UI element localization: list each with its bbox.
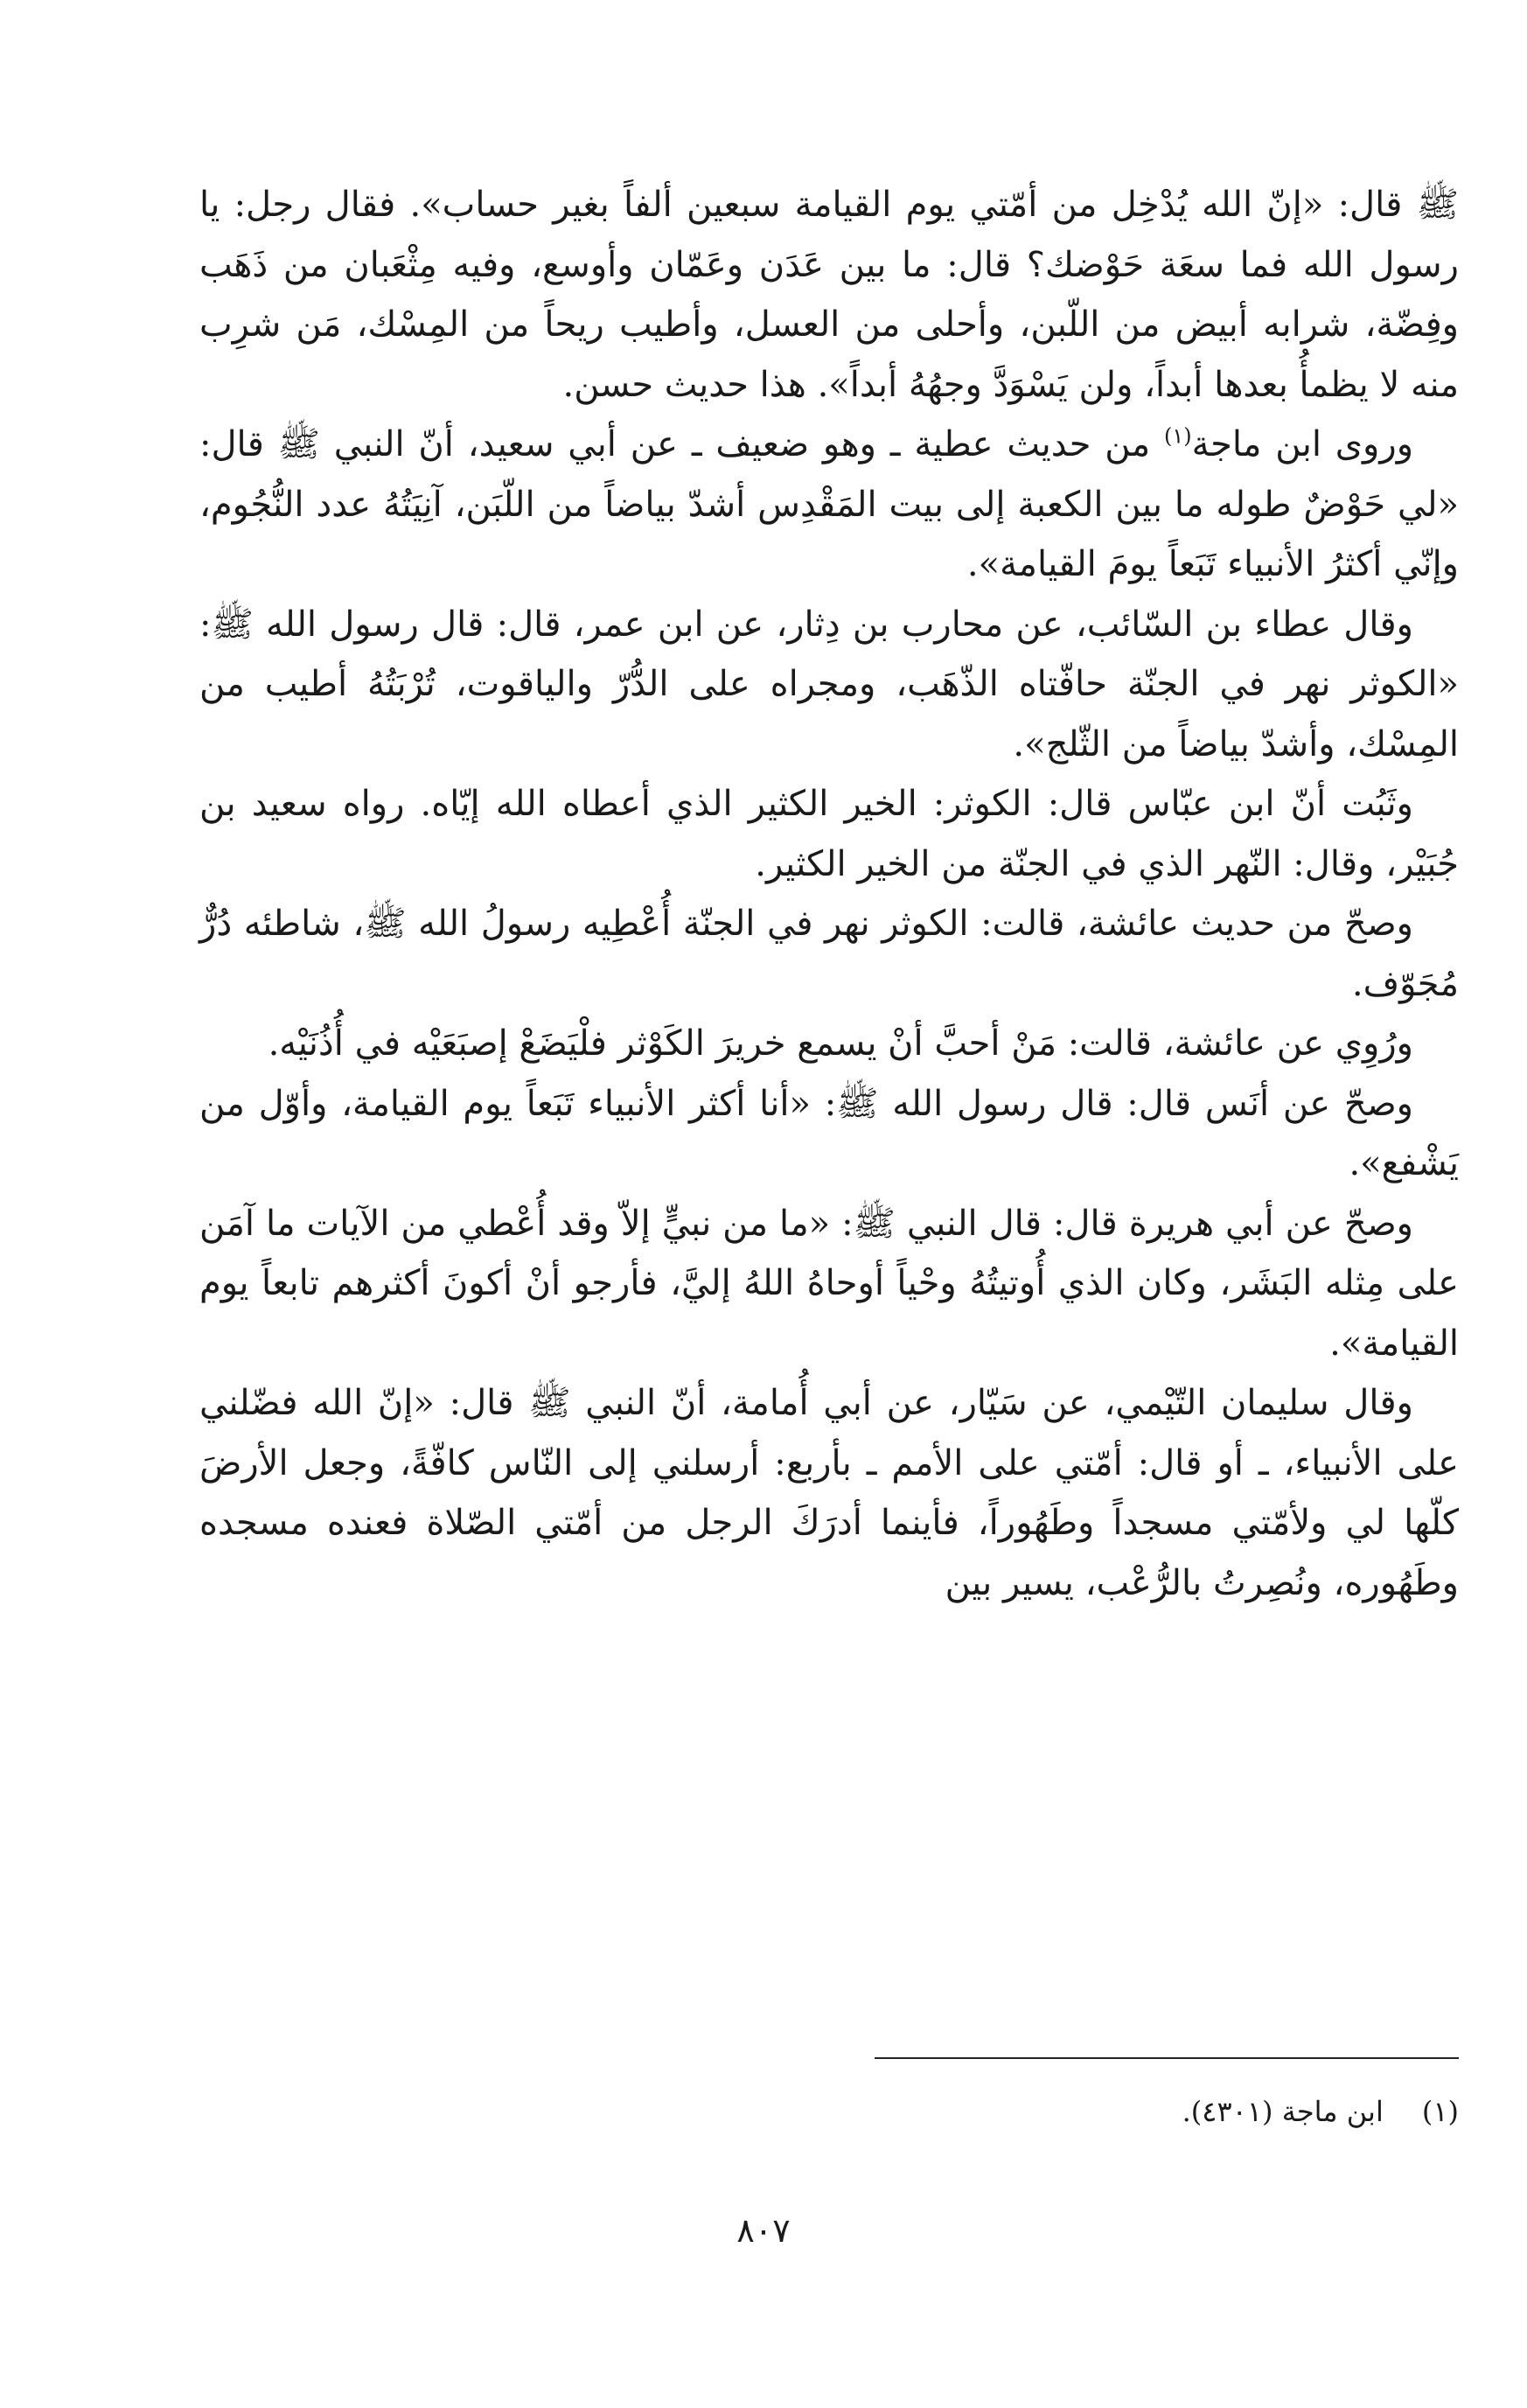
main-text <box>199 175 1459 1613</box>
paragraph: وصحّ عن أبي هريرة قال: قال النبي ﷺ: «ما من نبيٍّ إلاّ وقد أُعْطي من الآيات ما آمَن على مِثله البَشَر، وكان الذي أُوتيتُهُ وحْياً أوحاهُ اللهُ إليَّ، فأرجو أنْ أكونَ أكثرهم تابعاً يوم القيامة». <box>199 1203 1459 1364</box>
footnote <box>199 2092 1459 2131</box>
footnote-marker: (١) <box>1164 423 1192 449</box>
footnote-number: (١) <box>1421 2095 1459 2128</box>
footnote-text: ابن ماجة (٤٣٠١). <box>1182 2095 1384 2128</box>
paragraph: وقال عطاء بن السّائب، عن محارب بن دِثار، عن ابن عمر، قال: قال رسول الله ﷺ: «الكوثر نهر في الجنّة حافّتاه الذّهَب، ومجراه على الدُّرّ والياقوت، تُرْبَتُهُ أطيب من المِسْك، وأشدّ بياضاً من الثّلج». <box>199 604 1459 764</box>
footnote-divider <box>875 2057 1459 2059</box>
paragraph: ﷺ قال: «إنّ الله يُدْخِل من أمّتي يوم القيامة سبعين ألفاً بغير حساب». فقال رجل: يا رسول الله فما سعَة حَوْضك؟ قال: ما بين عَدَن وعَمّان وأوسع، وفيه مِثْعَبان من ذَهَب وفِضّة، شرابه أبيض من اللّبن، وأحلى من العسل، وأطيب ريحاً من المِسْك، مَن شرِب منه لا يظمأُ بعدها أبداً، ولن يَسْوَدَّ وجهُهُ أبداً». هذا حديث حسن. <box>199 185 1459 405</box>
paragraph-lead: وروى ابن ماجة <box>1191 424 1414 464</box>
paragraph-rest: من حديث عطية ـ وهو ضعيف ـ عن أبي سعيد، أنّ النبي ﷺ قال: «لي حَوْضٌ طوله ما بين الكعبة إلى بيت المَقْدِس أشدّ بياضاً من اللّبَن، آنِيَتُهُ عدد النُّجُوم، وإنّي أكثرُ الأنبياء تَبَعاً يومَ القيامة». <box>199 424 1459 584</box>
page-number: ٨٠٧ <box>736 2211 791 2250</box>
paragraph: ورُوِي عن عائشة، قالت: مَنْ أحبَّ أنْ يسمع خريرَ الكَوْثر فلْيَضَعْ إصبَعَيْه في أُذُنَيْه. <box>268 1023 1413 1064</box>
paragraph: وصحّ عن أنَس قال: قال رسول الله ﷺ: «أنا أكثر الأنبياء تَبَعاً يوم القيامة، وأوّل من يَشْفع». <box>199 1083 1459 1183</box>
paragraph: وصحّ من حديث عائشة، قالت: الكوثر نهر في الجنّة أُعْطِيه رسولُ الله ﷺ، شاطئه دُرٌّ مُجَوّف. <box>199 904 1459 1004</box>
paragraph <box>199 415 1459 595</box>
paragraph: وقال سليمان التّيْمي، عن سَيّار، عن أبي أُمامة، أنّ النبي ﷺ قال: «إنّ الله فضّلني على الأنبياء، ـ أو قال: أمّتي على الأمم ـ بأربع: أرسلني إلى النّاس كافّةً، وجعل الأرضَ كلّها لي ولأمّتي مسجداً وطَهُوراً، فأينما أدرَكَ الرجل من أمّتي الصّلاة فعنده مسجده وطَهُوره، ونُصِرتُ بالرُّعْب، يسير بين <box>199 1383 1459 1603</box>
paragraph: وثَبُت أنّ ابن عبّاس قال: الكوثر: الخير الكثير الذي أعطاه الله إيّاه. رواه سعيد بن جُبَيْر، وقال: النّهر الذي في الجنّة من الخير الكثير. <box>199 784 1459 884</box>
